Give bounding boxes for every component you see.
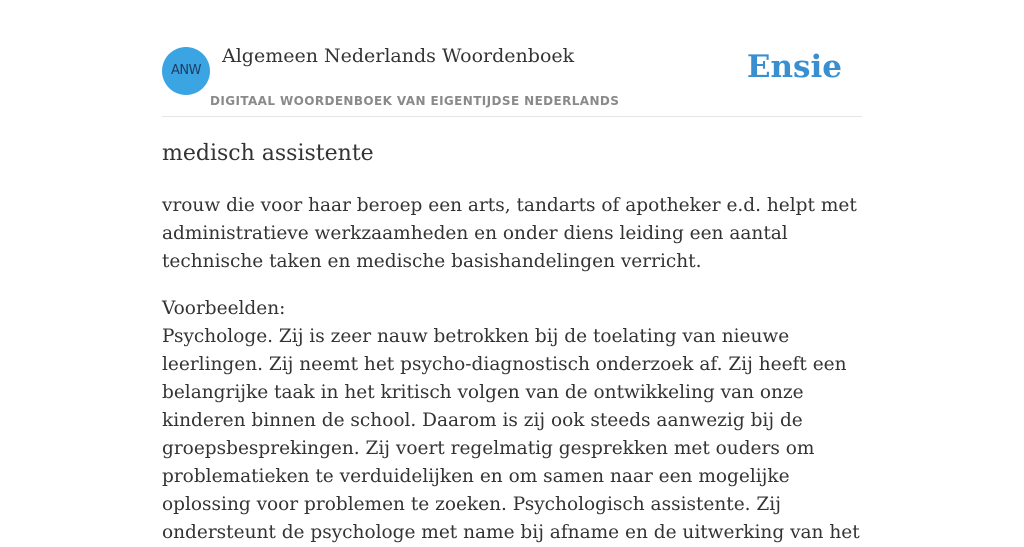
ensie-brand-logo[interactable]: Ensie (746, 49, 842, 85)
site-title[interactable]: Algemeen Nederlands Woordenboek (222, 45, 575, 67)
examples-label: Voorbeelden: (162, 298, 286, 319)
entry-title: medisch assistente (162, 141, 374, 166)
entry-definition: vrouw die voor haar beroep een arts, tandarts of apotheker e.d. helpt met administratieve werkzaamheden en onder diens leiding een aantal technische taken en medische basishandelingen verricht. (162, 195, 857, 272)
site-header (162, 0, 862, 117)
anw-logo[interactable]: ANW (162, 47, 210, 95)
examples-text: Psychologe. Zij is zeer nauw betrokken bij de toelating van nieuwe leerlingen. Zij neemt het psycho-diagnostisch onderzoek af. Zij heeft een belangrijke taak in het kritisch volgen van de ontwikkeling van onze kinderen binnen de school. Daarom is zij ook steeds aanwezig bij de groepsbesprekingen. Zij voert regelmatig gesprekken met ouders om problematieken te verduidelijken en om samen naar een mogelijke oplossing voor problemen te zoeken. Psychologisch assistente. Zij ondersteunt de psychologe met name bij afname en de uitwerking van het (162, 326, 860, 543)
site-subtitle: DIGITAAL WOORDENBOEK VAN EIGENTIJDSE NEDERLANDS (210, 94, 620, 108)
entry-examples (162, 295, 864, 547)
entry-content (162, 138, 864, 547)
